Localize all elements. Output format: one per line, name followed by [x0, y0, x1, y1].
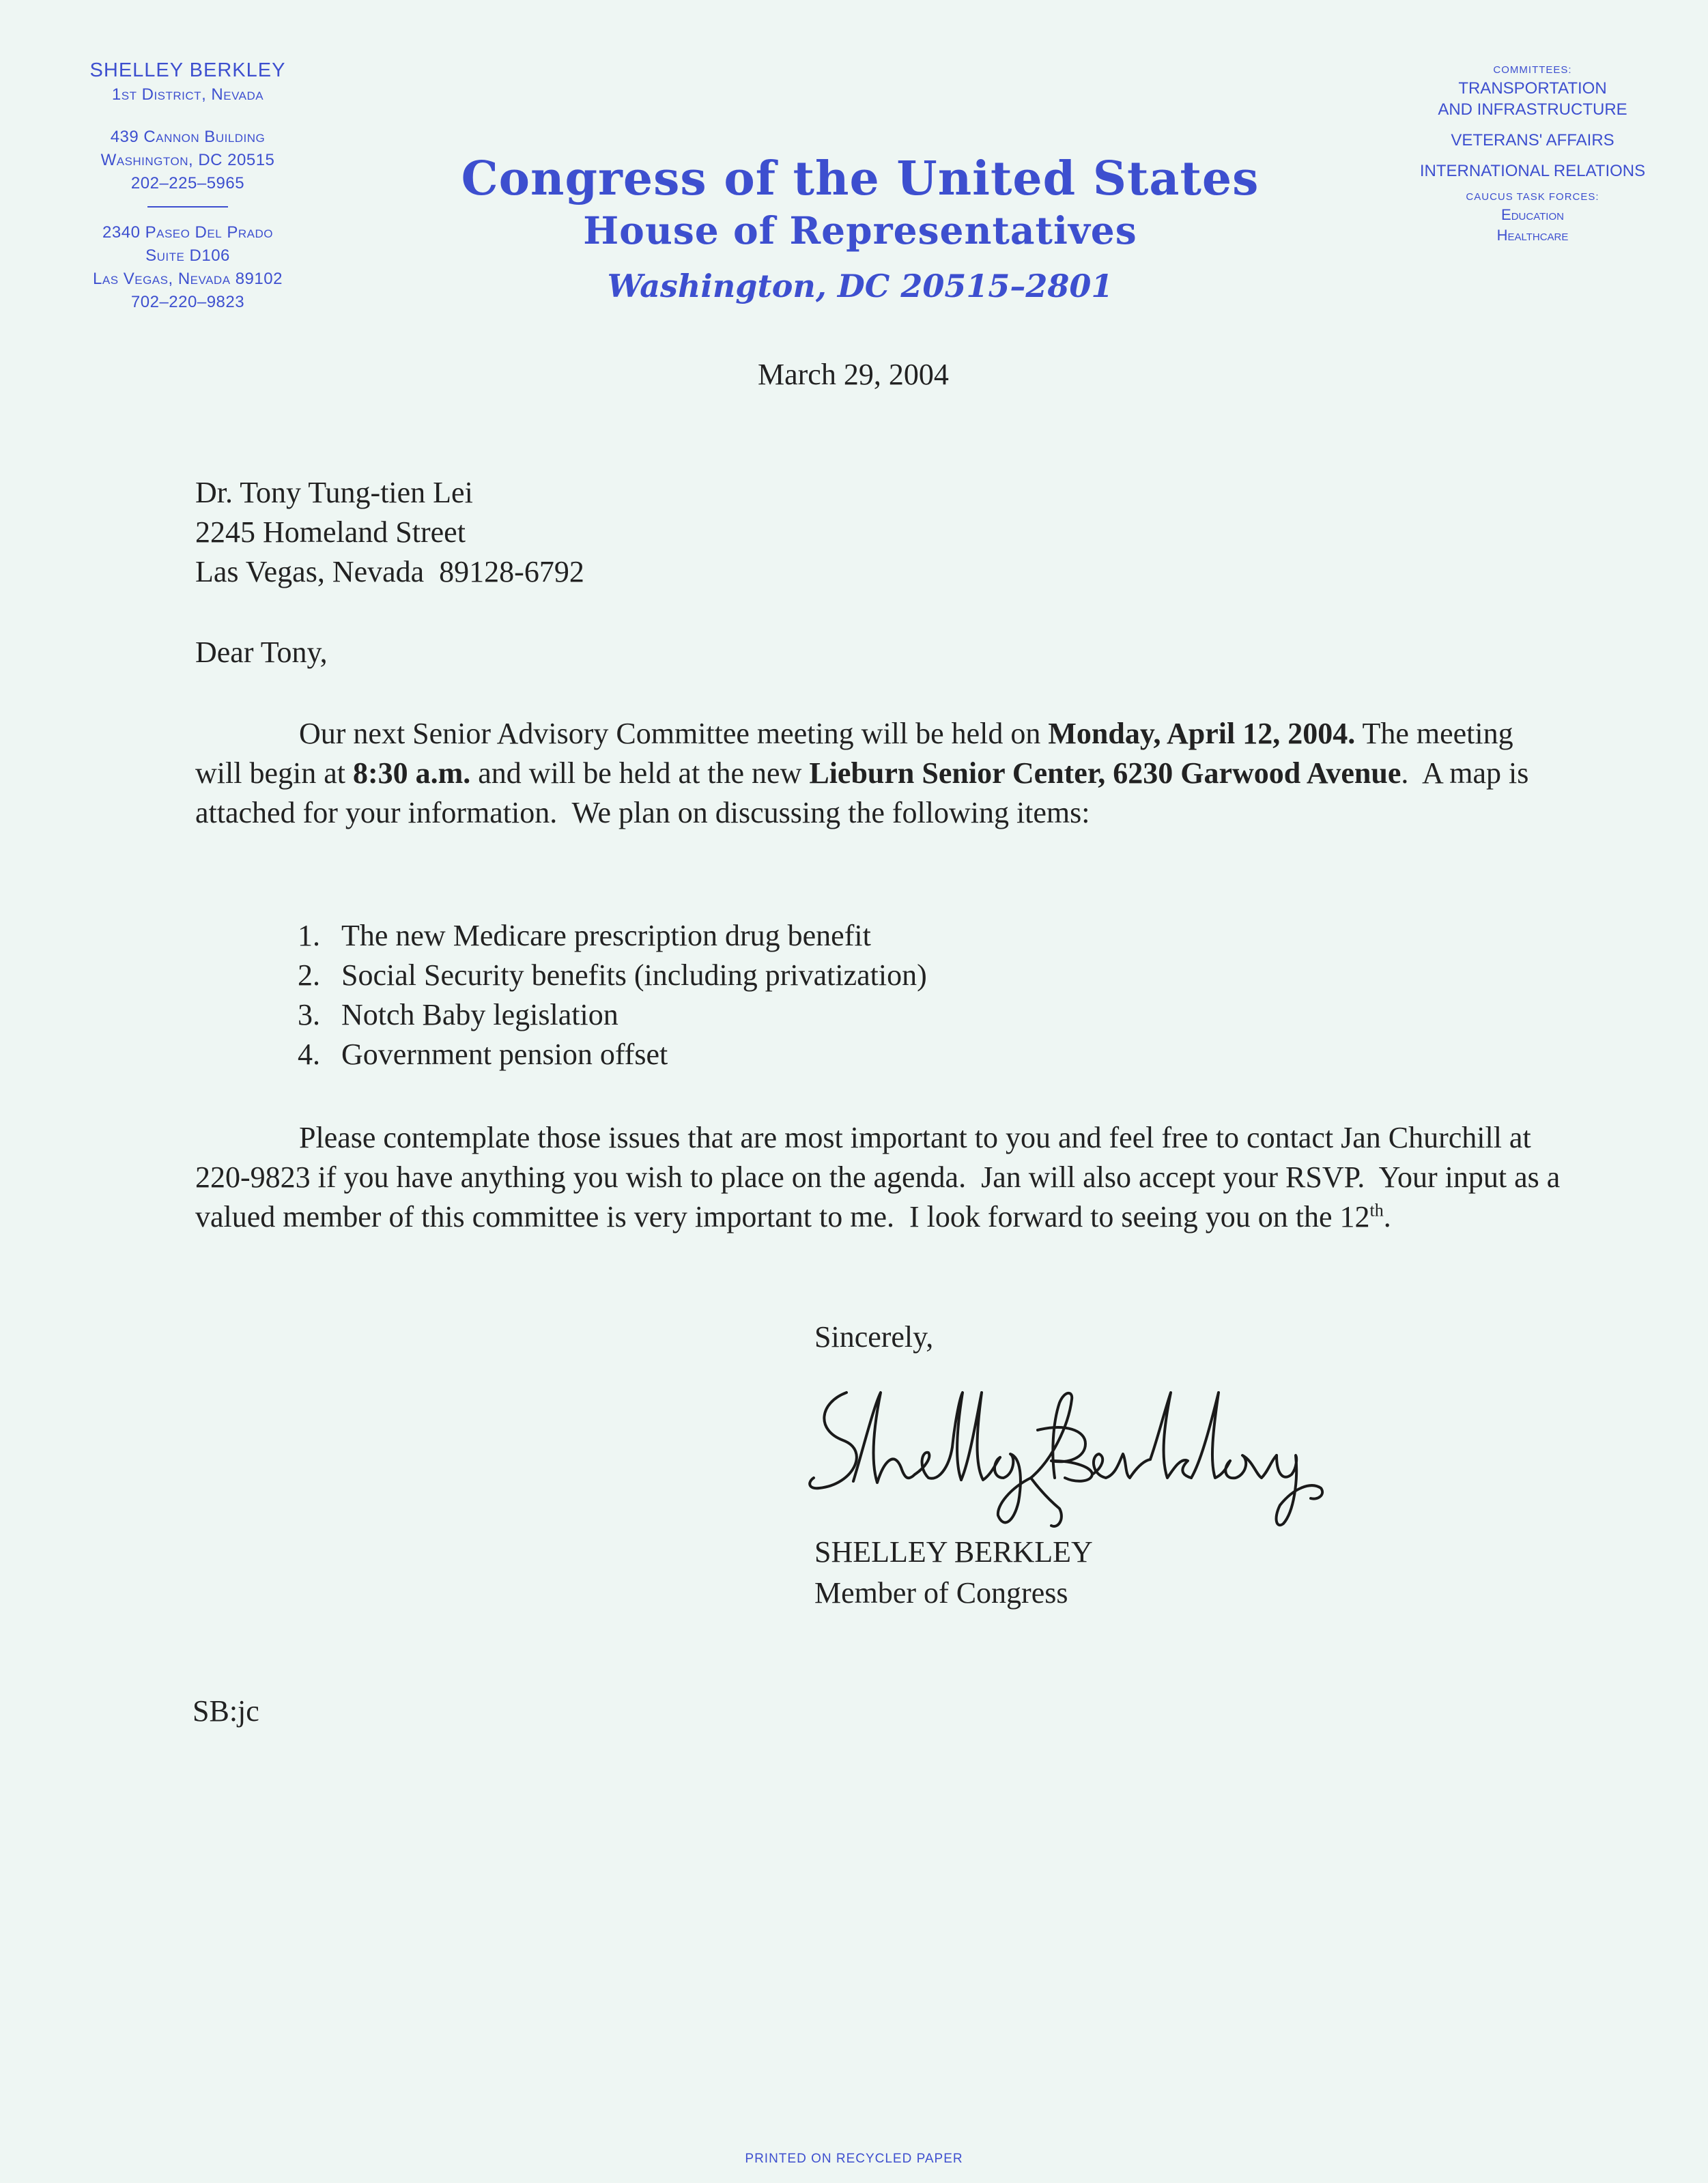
- item-text: The new Medicare prescription drug benefit: [341, 919, 871, 952]
- letterhead-location: Washington, DC 20515–2801: [607, 268, 1113, 304]
- dc-phone: 202–225–5965: [130, 174, 245, 192]
- item-number: 1.: [298, 919, 320, 952]
- item-text: Government pension offset: [341, 1038, 668, 1071]
- letterhead-center: [437, 152, 1283, 309]
- text-run: and will be held at the new: [470, 756, 810, 790]
- committees-label: COMMITTEES:: [1493, 64, 1572, 76]
- closing: Sincerely,: [814, 1320, 934, 1354]
- committee-item: AND INFRASTRUCTURE: [1438, 100, 1627, 119]
- text-run: .: [1383, 1200, 1391, 1233]
- member-name: SHELLEY BERKLEY: [89, 59, 286, 81]
- letter-date: March 29, 2004: [758, 358, 949, 391]
- text-run: Please contemplate those issues that are most important to you and feel free to contact Jan Churchill at 220-9823 if you have anything you wish to place on the agenda. Jan will also accept your RSVP. Your input as a valued member of this committee is very important to me. I look forward to seeing you on the 12: [195, 1121, 1568, 1233]
- ordinal-suffix: th: [1369, 1200, 1384, 1221]
- signature-image: [806, 1365, 1324, 1529]
- dc-address-line: Washington, DC 20515: [100, 151, 275, 169]
- list-item: [298, 1035, 927, 1074]
- caucus-item: Education: [1501, 206, 1564, 223]
- local-address-line: 2340 Paseo Del Prado: [102, 223, 273, 242]
- meeting-date: Monday, April 12, 2004.: [1048, 717, 1356, 750]
- meeting-location: Lieburn Senior Center, 6230 Garwood Avenue: [809, 756, 1401, 790]
- local-address-line: Suite D106: [145, 246, 230, 265]
- text-run: . A map is attached for your information. We plan on discussing the following items:: [195, 756, 1537, 829]
- recipient-line: Las Vegas, Nevada 89128-6792: [195, 555, 584, 588]
- text-run: The meeting will begin at: [195, 717, 1513, 790]
- caucus-item: Healthcare: [1496, 227, 1569, 244]
- letterhead-left: [48, 57, 328, 314]
- reference-initials: SB:jc: [193, 1694, 259, 1728]
- item-number: 2.: [298, 958, 320, 992]
- paragraph-meeting: [195, 714, 1561, 833]
- footer-note: PRINTED ON RECYCLED PAPER: [745, 2152, 963, 2166]
- item-number: 3.: [298, 998, 320, 1031]
- item-text: Notch Baby legislation: [341, 998, 618, 1031]
- salutation: Dear Tony,: [195, 636, 328, 669]
- recipient-address: [195, 473, 584, 592]
- item-number: 4.: [298, 1038, 320, 1071]
- committee-item: VETERANS' AFFAIRS: [1451, 131, 1614, 149]
- district: 1st District, Nevada: [111, 85, 264, 104]
- meeting-time: 8:30 a.m.: [352, 756, 471, 790]
- caucus-label: CAUCUS TASK FORCES:: [1466, 191, 1599, 203]
- item-text: Social Security benefits (including privatization): [341, 958, 927, 992]
- divider: [147, 206, 228, 208]
- recipient-line: Dr. Tony Tung-tien Lei: [195, 476, 473, 509]
- paragraph-closing: [195, 1118, 1568, 1237]
- text-run: Our next Senior Advisory Committee meeting will be held on: [299, 717, 1049, 750]
- local-phone: 702–220–9823: [130, 293, 245, 311]
- signer-name: SHELLEY BERKLEY: [814, 1535, 1093, 1569]
- signer-block: [814, 1532, 1093, 1614]
- letterhead-title: Congress of the United States: [461, 152, 1259, 206]
- list-item: [298, 916, 927, 956]
- agenda-list: [298, 916, 927, 1074]
- recipient-line: 2245 Homeland Street: [195, 515, 466, 549]
- list-item: [298, 995, 927, 1035]
- signer-title: Member of Congress: [814, 1576, 1068, 1610]
- dc-address-line: 439 Cannon Building: [110, 128, 266, 146]
- letterhead-subtitle: House of Representatives: [583, 208, 1137, 253]
- committee-item: TRANSPORTATION: [1458, 79, 1607, 98]
- committee-item: INTERNATIONAL RELATIONS: [1419, 162, 1646, 180]
- letterhead-right: [1372, 63, 1693, 246]
- list-item: [298, 956, 927, 995]
- local-address-line: Las Vegas, Nevada 89102: [93, 270, 283, 288]
